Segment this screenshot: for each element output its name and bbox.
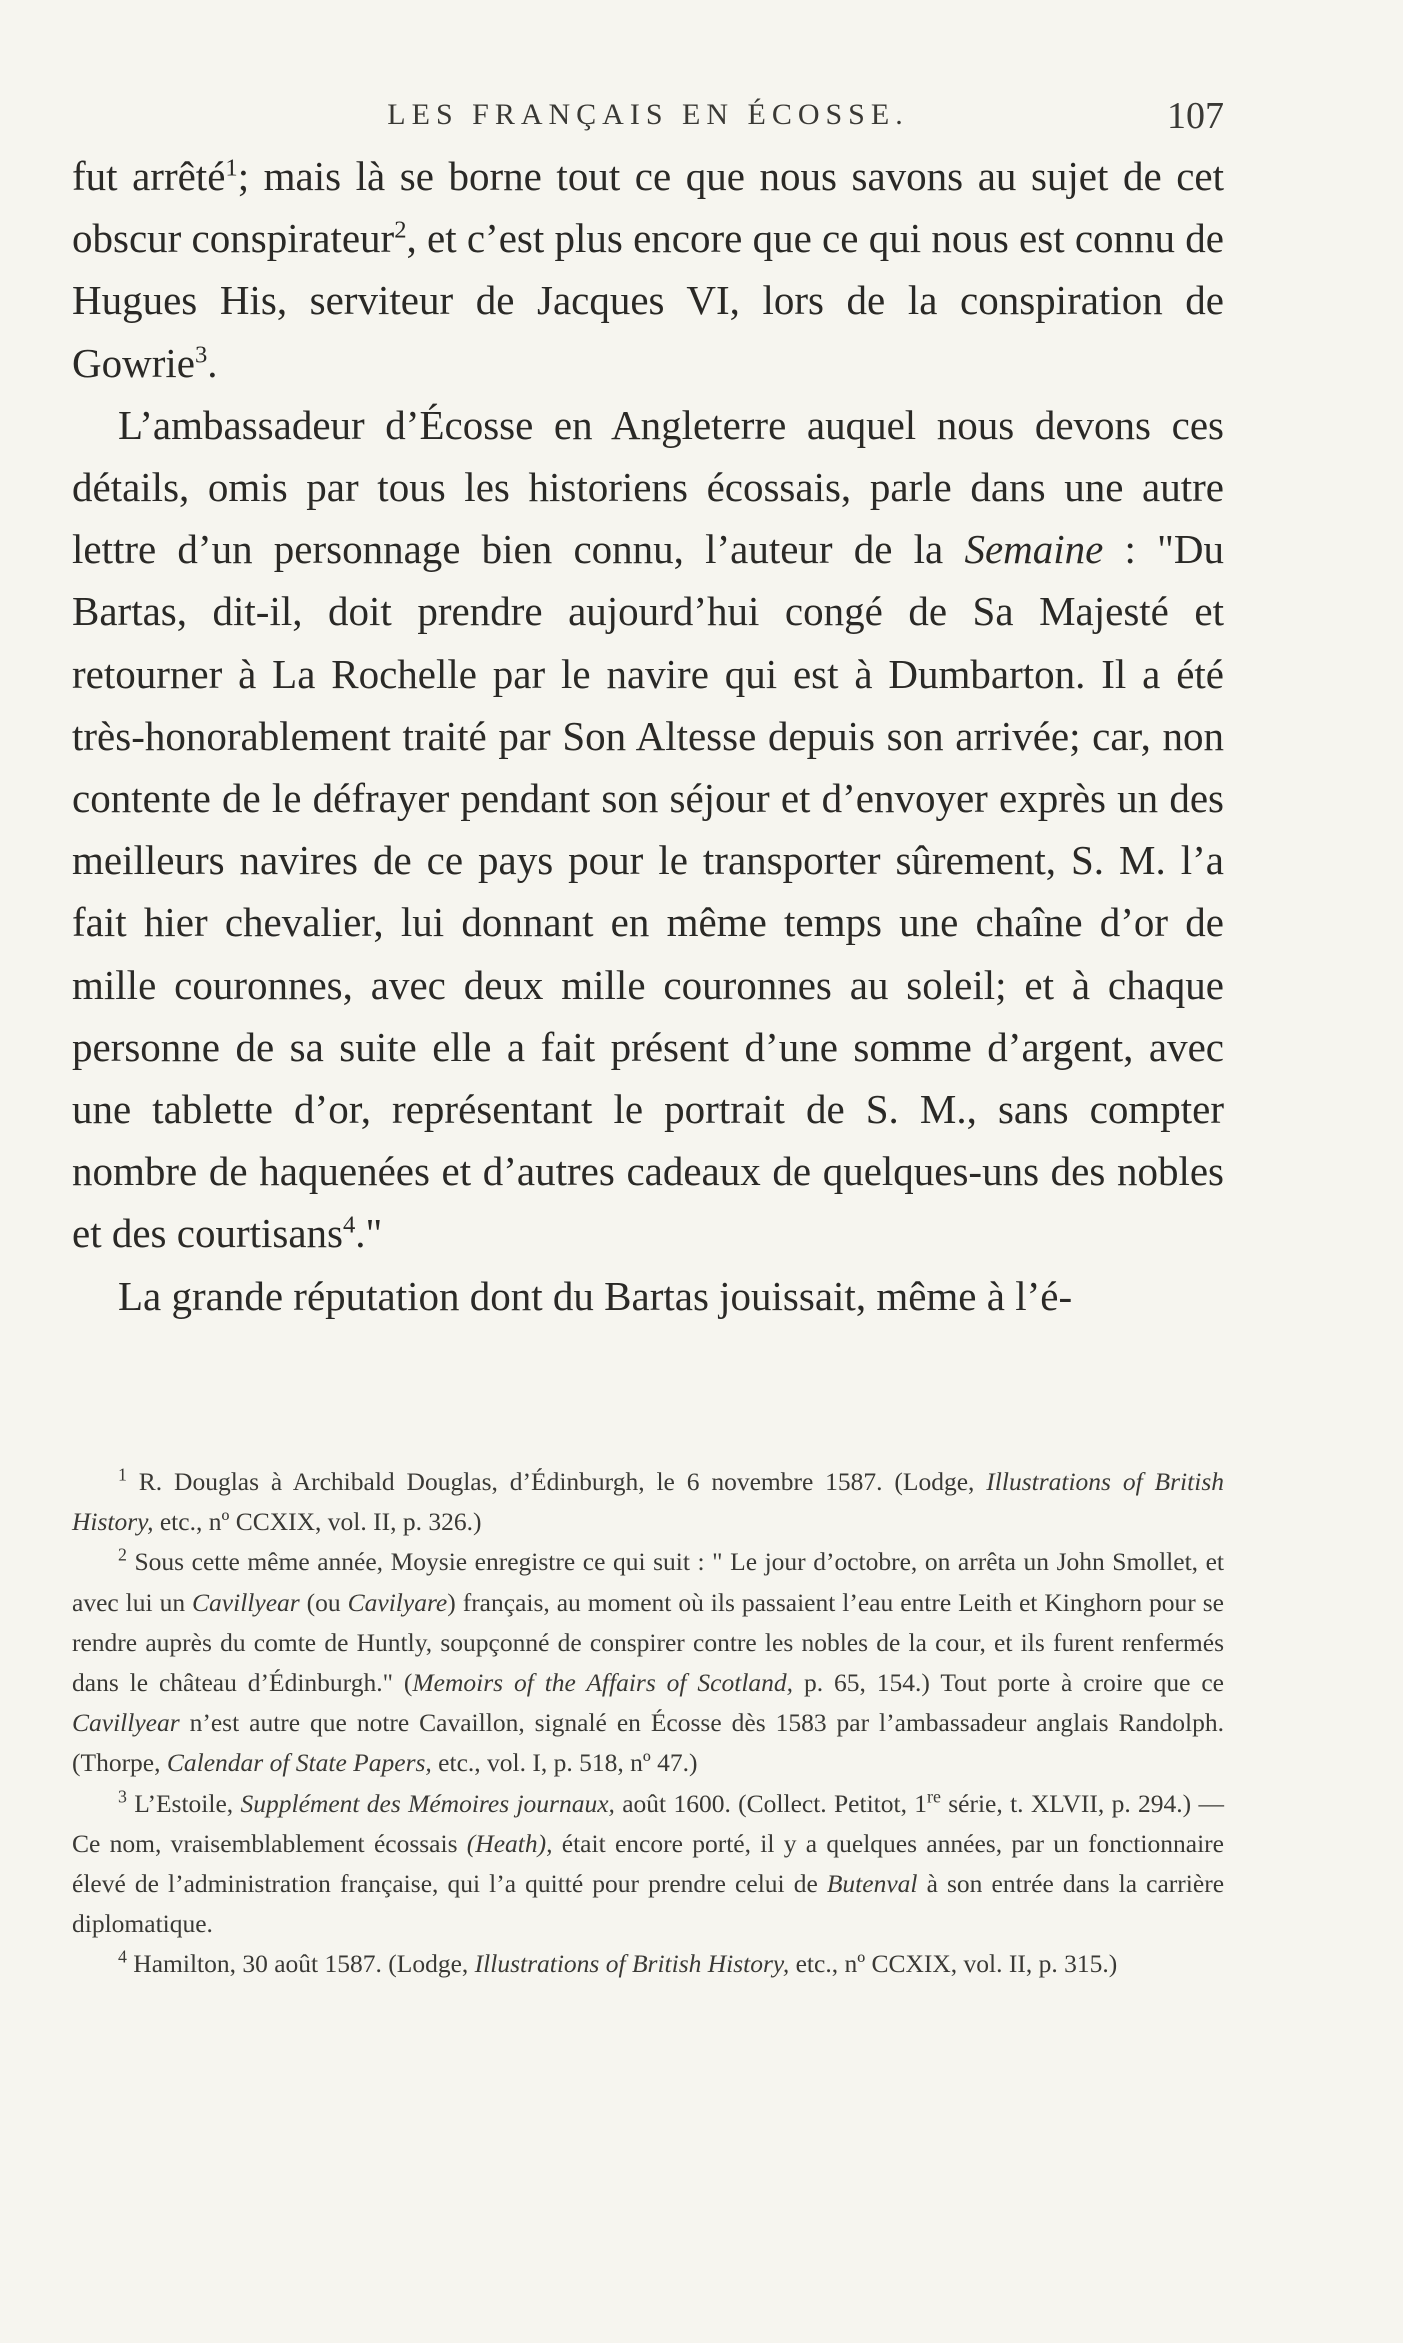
footnote-4 [72,1944,1224,1984]
footnotes [72,1462,1224,1985]
text-run: ; mais là se borne tout ce que nous savons au sujet de cet obscur conspirateur [72,153,1224,262]
italic-title: Illustrations of British History, [72,1467,1224,1537]
text-run: (ou [299,1587,348,1617]
footnote-2 [72,1542,1224,1783]
page-header [72,95,1224,148]
italic-title: Illustrations of British History, [474,1949,790,1979]
footnote-ref: 1 [225,154,238,182]
footnote-number: 2 [118,1544,127,1565]
body-text [72,145,1224,1327]
footnote-ref: 2 [394,216,407,244]
footnote-1 [72,1462,1224,1542]
text-run: Sous cette même année, Moysie enregistre ce qui suit : " Le jour d’octobre, on arrêta un John Smollet, et avec lui un [72,1547,1224,1617]
italic-name: Cavillyear [72,1708,180,1738]
footnote-number: 4 [118,1946,127,1967]
footnote-number: 1 [118,1464,127,1485]
ordinal-suffix: re [927,1786,941,1807]
footnote-ref: 3 [194,340,208,368]
text-run: n’est autre que notre Cavaillon, signalé en Écosse dès 1583 par l’ambassadeur anglais Randolph. (Thorpe, [72,1708,1224,1778]
text-run: fut arrêté [72,153,226,199]
italic-name: Cavilyare [347,1587,448,1617]
running-title: LES FRANÇAIS EN ÉCOSSE. [387,98,909,131]
text-run: à son entrée dans la carrière diplomatique. [72,1869,1225,1939]
text-run: R. Douglas à Archibald Douglas, d’Édinburgh, le 6 novembre 1587. (Lodge, [126,1467,987,1496]
footnote-ref: 4 [342,1211,356,1239]
italic-name: Butenval [826,1869,918,1899]
text-run: était encore porté, il y a quelques années, par un fonctionnaire élevé de l’administration française, qui l’a quitté pour prendre celui de [72,1828,1224,1899]
text-run: etc., nº CCXIX, vol. II, p. 326.) [153,1507,482,1537]
quotation: : "Du Bartas, dit-il, doit prendre aujourd’hui congé de Sa Majesté et retourner à La Rochelle par le navire qui est à Dumbarton. Il a été très-honorablement traité par Son Altesse depuis son arrivée; car, non contente de le défrayer pendant son séjour et d’envoyer exprès un des meilleurs navires de ce pays pour le transporter sûrement, S. M. l’a fait hier chevalier, lui donnant en même temps une chaîne d’or de mille couronnes, avec deux mille couronnes au soleil; et à chaque personne de sa suite elle a fait présent d’une somme d’argent, avec une tablette d’or, représentant le portrait de S. M., sans compter nombre de haquenées et d’autres cadeaux de quelques-uns des nobles et des courtisans [72,526,1224,1257]
paragraph-3: La grande réputation dont du Bartas jouissait, même à l’é- [118,1272,1073,1319]
italic-name: (Heath), [466,1828,553,1858]
paragraph-2 [72,394,1224,1265]
text-run: , et c’est plus encore que ce qui nous est connu de Hugues His, serviteur de Jacques VI, lors de la conspiration de Gowrie [72,215,1224,386]
text-run: etc., vol. I, p. 518, nº 47.) [431,1748,698,1778]
text-run: ." [355,1210,383,1257]
paragraph-1 [72,145,1224,394]
text-run: . [207,339,218,386]
italic-name: Cavillyear [192,1587,300,1617]
footnote-3 [72,1784,1224,1945]
text-run: août 1600. (Collect. Petitot, 1 [614,1788,928,1818]
text-run: L’ambassadeur d’Écosse en Angleterre auquel nous devons ces détails, omis par tous les historiens écossais, parle dans une autre lettre d’un personnage bien connu, l’auteur de la [72,401,1224,573]
text-run: etc., nº CCXIX, vol. II, p. 315.) [789,1949,1118,1979]
italic-title: Supplément des Mémoires journaux, [240,1788,615,1818]
text-run: série, t. XLVII, p. 294.) — Ce nom, vraisemblablement écossais [72,1788,1224,1858]
text-run: ) français, au moment où ils passaient l’eau entre Leith et Kinghorn pour se rendre auprès du comte de Huntly, soupçonné de conspirer contre les nobles de la cour, et ils furent renfermés dans le château d’Édinburgh." ( [72,1587,1224,1698]
text-run: p. 65, 154.) Tout porte à croire que ce [793,1668,1224,1698]
page-number: 107 [1167,95,1224,137]
text-run: Hamilton, 30 août 1587. (Lodge, [126,1949,475,1979]
text-run: L’Estoile, [126,1788,241,1818]
italic-title: Calendar of State Papers, [166,1748,432,1778]
italic-title: Semaine [964,526,1104,573]
italic-title: Memoirs of the Affairs of Scotland, [412,1668,794,1698]
footnote-number: 3 [118,1786,127,1807]
